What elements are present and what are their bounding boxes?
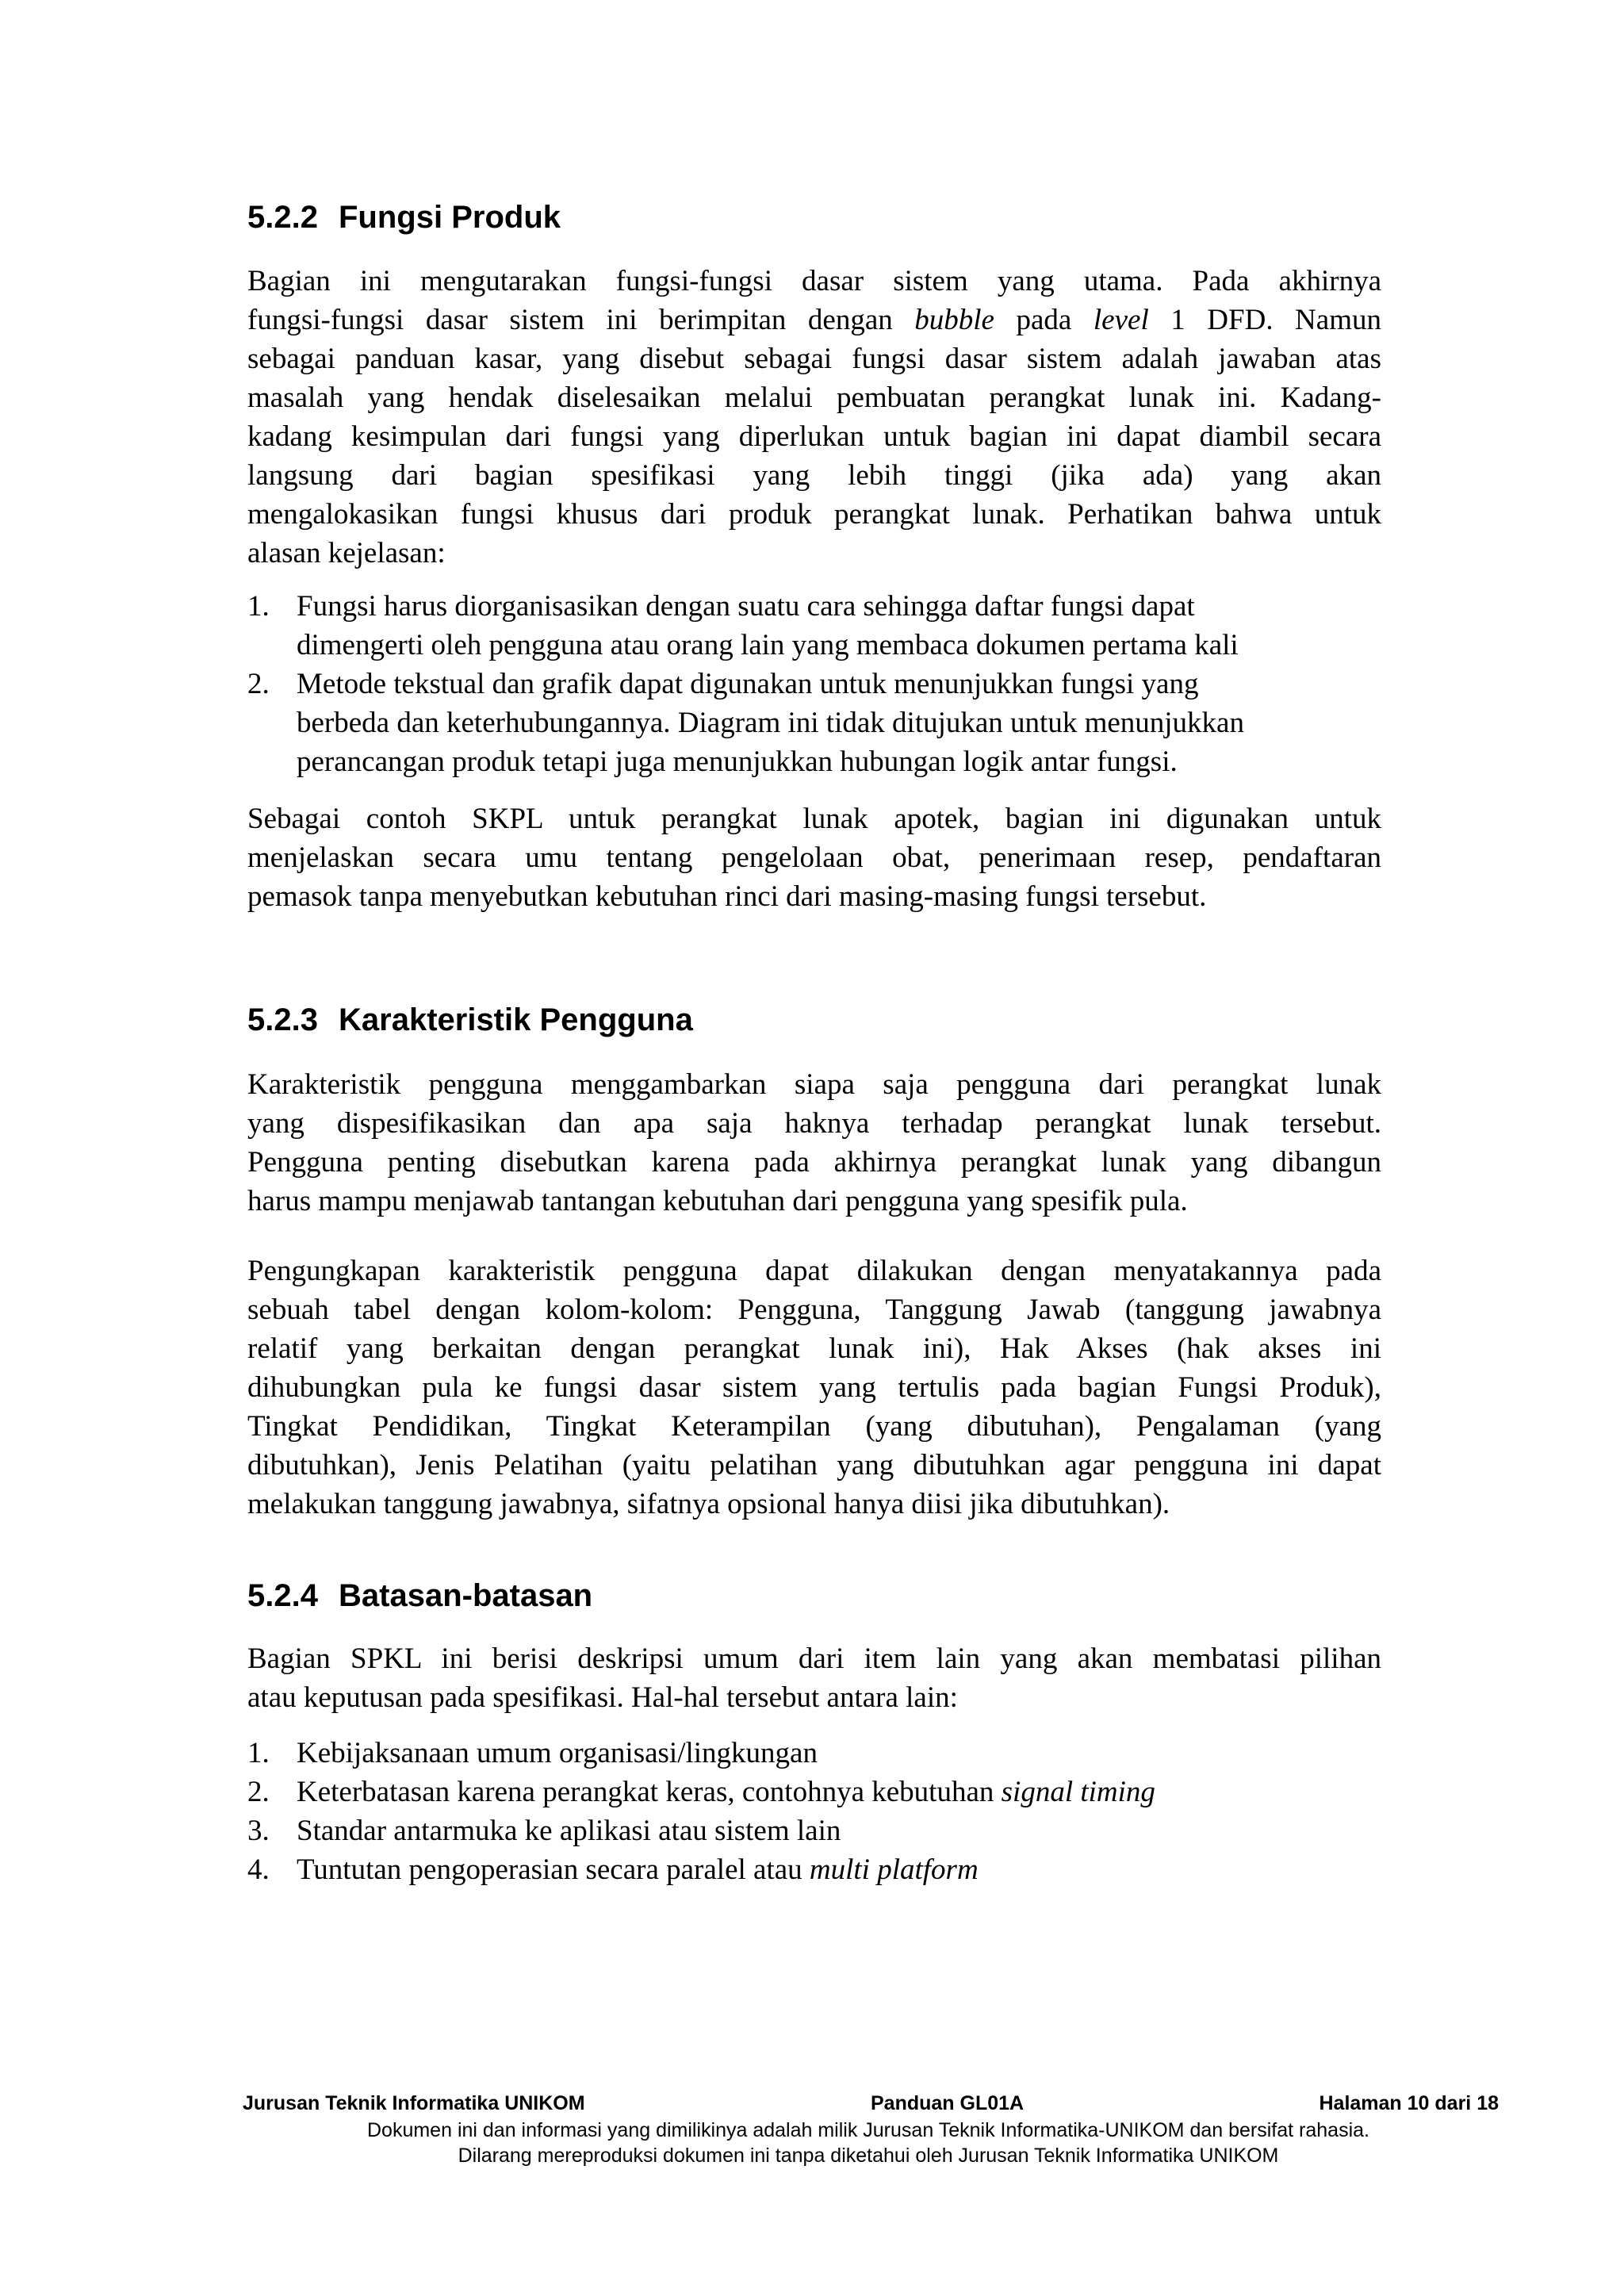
section-title: Karakteristik Pengguna <box>339 1002 693 1037</box>
paragraph-fungsi-produk-intro <box>247 262 1381 573</box>
list-text: Keterbatasan karena perangkat keras, contohnya kebutuhan signal timing <box>297 1776 1155 1808</box>
list-text: Kebijaksanaan umum organisasi/lingkungan <box>297 1737 818 1769</box>
text-line: dibutuhkan), Jenis Pelatihan (yaitu pelatihan yang dibutuhkan agar pengguna ini dapat <box>247 1449 1381 1481</box>
text-line: melakukan tanggung jawabnya, sifatnya opsional hanya diisi jika dibutuhkan). <box>247 1488 1170 1520</box>
text-line: masalah yang hendak diselesaikan melalui pembuatan perangkat lunak ini. Kadang- <box>247 381 1381 414</box>
list-text: Standar antarmuka ke aplikasi atau sistem lain <box>297 1815 841 1847</box>
list-number: 4. <box>247 1853 270 1886</box>
list-number: 2. <box>247 1776 270 1808</box>
text-line: Karakteristik pengguna menggambarkan siapa saja pengguna dari perangkat lunak <box>247 1068 1381 1101</box>
list-item <box>247 1773 1381 1811</box>
list-item <box>247 587 1381 665</box>
text-line: menjelaskan secara umu tentang pengelolaan obat, penerimaan resep, pendaftaran <box>247 841 1381 874</box>
text-line: kadang kesimpulan dari fungsi yang diperlukan untuk bagian ini dapat diambil secara <box>247 420 1381 453</box>
list-item <box>247 1850 1381 1889</box>
text-line: harus mampu menjawab tantangan kebutuhan dari pengguna yang spesifik pula. <box>247 1185 1188 1217</box>
footer-page-number: Halaman 10 dari 18 <box>1319 2092 1499 2114</box>
text-line: dihubungkan pula ke fungsi dasar sistem yang tertulis pada bagian Fungsi Produk), <box>247 1371 1381 1404</box>
list-text: perancangan produk tetapi juga menunjukkan hubungan logik antar fungsi. <box>297 746 1178 778</box>
list-item <box>247 1811 1381 1850</box>
footer-confidentiality-note: Dokumen ini dan informasi yang dimilikinya adalah milik Jurusan Teknik Informatika-UNIKOM dan bersifat rahasia. <box>367 2119 1369 2141</box>
text-line: atau keputusan pada spesifikasi. Hal-hal tersebut antara lain: <box>247 1681 958 1714</box>
list-text: Fungsi harus diorganisasikan dengan suatu cara sehingga daftar fungsi dapat <box>297 590 1195 623</box>
text-line: Bagian ini mengutarakan fungsi-fungsi dasar sistem yang utama. Pada akhirnya <box>247 265 1381 297</box>
paragraph-contoh-skpl <box>247 799 1381 916</box>
section-number: 5.2.3 <box>247 1002 318 1037</box>
list-text: dimengerti oleh pengguna atau orang lain yang membaca dokumen pertama kali <box>297 629 1239 661</box>
text-line: Pengungkapan karakteristik pengguna dapat dilakukan dengan menyatakannya pada <box>247 1255 1381 1287</box>
list-number: 1. <box>247 1737 270 1769</box>
section-title: Batasan-batasan <box>339 1578 593 1613</box>
paragraph-karakteristik-1 <box>247 1065 1381 1221</box>
section-heading-5-2-3 <box>247 1001 693 1039</box>
section-number: 5.2.4 <box>247 1578 318 1613</box>
text-line: pemasok tanpa menyebutkan kebutuhan rinci dari masing-masing fungsi tersebut. <box>247 880 1207 913</box>
list-item <box>247 665 1381 781</box>
text-line: Pengguna penting disebutkan karena pada akhirnya perangkat lunak yang dibangun <box>247 1146 1381 1179</box>
list-number: 3. <box>247 1815 270 1847</box>
section-number: 5.2.2 <box>247 200 318 235</box>
section-title: Fungsi Produk <box>339 200 561 235</box>
footer-department: Jurusan Teknik Informatika UNIKOM <box>243 2092 585 2114</box>
text-line: alasan kejelasan: <box>247 537 446 569</box>
footer-reproduction-note: Dilarang mereproduksi dokumen ini tanpa diketahui oleh Jurusan Teknik Informatika UNIKOM <box>458 2145 1279 2167</box>
text-line: sebagai panduan kasar, yang disebut sebagai fungsi dasar sistem adalah jawaban atas <box>247 343 1381 375</box>
text-line: Sebagai contoh SKPL untuk perangkat lunak apotek, bagian ini digunakan untuk <box>247 803 1381 835</box>
section-heading-5-2-2 <box>247 198 561 236</box>
list-text: berbeda dan keterhubungannya. Diagram ini tidak ditujukan untuk menunjukkan <box>297 707 1244 739</box>
text-line: langsung dari bagian spesifikasi yang lebih tinggi (jika ada) yang akan <box>247 459 1381 492</box>
paragraph-karakteristik-2 <box>247 1251 1381 1524</box>
list-text: Metode tekstual dan grafik dapat digunakan untuk menunjukkan fungsi yang <box>297 668 1199 700</box>
text-line: mengalokasikan fungsi khusus dari produk perangkat lunak. Perhatikan bahwa untuk <box>247 498 1381 531</box>
numbered-list-batasan <box>247 1734 1381 1889</box>
footer-header-row <box>238 2092 1499 2118</box>
text-line: sebuah tabel dengan kolom-kolom: Pengguna, Tanggung Jawab (tanggung jawabnya <box>247 1294 1381 1326</box>
page-footer <box>238 2092 1499 2168</box>
section-heading-5-2-4 <box>247 1577 592 1615</box>
text-line: Bagian SPKL ini berisi deskripsi umum dari item lain yang akan membatasi pilihan <box>247 1642 1381 1675</box>
list-item <box>247 1734 1381 1773</box>
text-line: yang dispesifikasikan dan apa saja haknya terhadap perangkat lunak tersebut. <box>247 1107 1381 1140</box>
text-line: fungsi-fungsi dasar sistem ini berimpitan dengan bubble pada level 1 DFD. Namun <box>247 304 1381 336</box>
list-text: Tuntutan pengoperasian secara paralel atau multi platform <box>297 1853 979 1886</box>
list-number: 1. <box>247 590 270 623</box>
numbered-list-fungsi <box>247 587 1381 781</box>
list-number: 2. <box>247 668 270 700</box>
text-line: relatif yang berkaitan dengan perangkat lunak ini), Hak Akses (hak akses ini <box>247 1332 1381 1365</box>
footer-document-id: Panduan GL01A <box>871 2092 1025 2114</box>
text-line: Tingkat Pendidikan, Tingkat Keterampilan (yang dibutuhan), Pengalaman (yang <box>247 1410 1381 1443</box>
paragraph-batasan <box>247 1639 1381 1717</box>
